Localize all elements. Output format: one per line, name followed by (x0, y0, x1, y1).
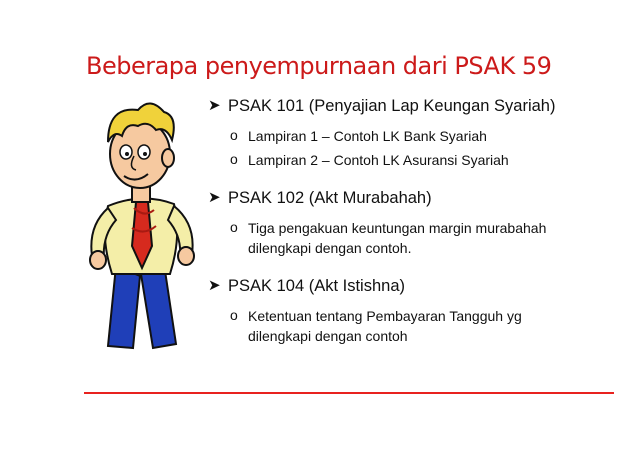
circle-bullet-icon: o (230, 219, 238, 235)
sub-list (208, 306, 628, 346)
sub-item: o Lampiran 1 – Contoh LK Bank Syariah (230, 127, 487, 144)
arrow-bullet-icon: ➤ (208, 97, 221, 114)
slide-title: Beberapa penyempurnaan dari PSAK 59 (86, 52, 552, 80)
bullet-item-psak-104 (208, 276, 628, 346)
circle-bullet-icon: o (230, 127, 238, 143)
bullet-item-psak-101 (208, 96, 628, 170)
bullet-label: PSAK 104 (Akt Istishna) (228, 277, 405, 295)
circle-bullet-icon: o (230, 307, 238, 323)
circle-bullet-icon: o (230, 151, 238, 167)
bullet-item-psak-102 (208, 188, 628, 258)
sub-item: o Ketentuan tentang Pembayaran Tangguh yg dilengkapi dengan contoh (230, 307, 522, 344)
sub-item: o Lampiran 2 – Contoh LK Asuransi Syariah (230, 151, 509, 168)
arrow-bullet-icon: ➤ (208, 189, 221, 206)
sub-list (208, 126, 628, 170)
bullet-label: PSAK 101 (Penyajian Lap Keungan Syariah) (228, 97, 556, 115)
arrow-bullet-icon: ➤ (208, 277, 221, 294)
cartoon-man-illustration (78, 96, 204, 354)
bullet-list (208, 96, 628, 364)
bullet-label: PSAK 102 (Akt Murabahah) (228, 189, 432, 207)
divider-line (84, 392, 614, 394)
sub-list (208, 218, 628, 258)
sub-item: o Tiga pengakuan keuntungan margin murabahah dilengkapi dengan contoh. (230, 219, 547, 256)
